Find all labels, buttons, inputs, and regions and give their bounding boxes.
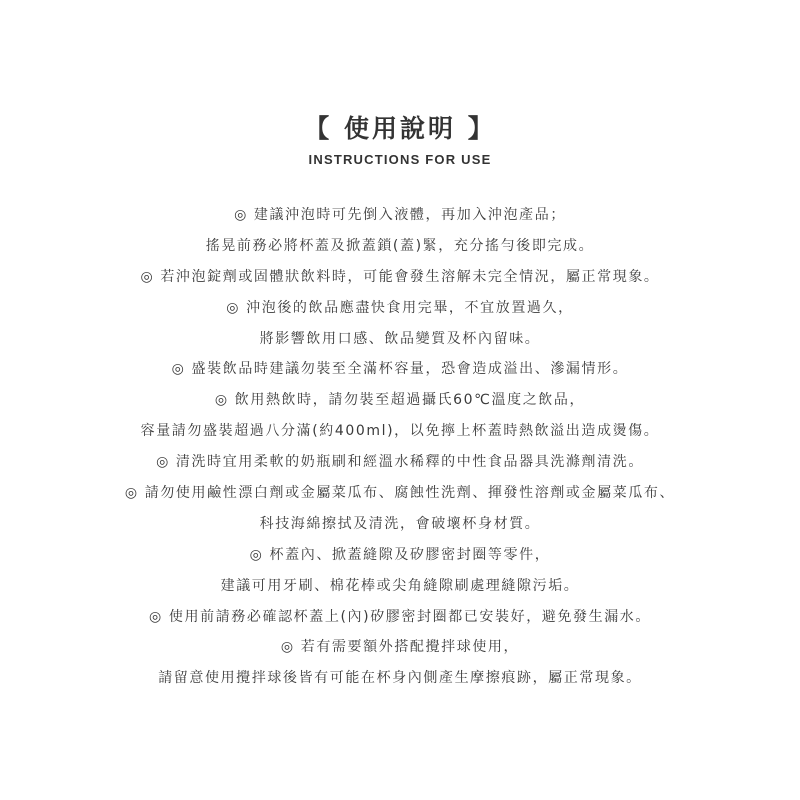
instruction-list bbox=[0, 200, 800, 694]
page-title: 【 使用說明 】 bbox=[304, 114, 496, 143]
instruction-line: ◎ 飲用熱飲時，請勿裝至超過攝氏60℃溫度之飲品， bbox=[214, 392, 586, 409]
instruction-line: 將影響飲用口感、飲品變質及杯內留味。 bbox=[259, 330, 541, 347]
instruction-line: ◎ 杯蓋內、掀蓋縫隙及矽膠密封圈等零件， bbox=[249, 546, 551, 563]
instruction-line: ◎ 若沖泡錠劑或固體狀飲料時，可能會發生溶解未完全情況，屬正常現象。 bbox=[140, 268, 660, 285]
instruction-line: ◎ 若有需要額外搭配攪拌球使用， bbox=[280, 639, 520, 656]
instruction-line: 搖晃前務必將杯蓋及掀蓋鎖(蓋)緊，充分搖勻後即完成。 bbox=[205, 237, 595, 254]
instruction-line: ◎ 沖泡後的飲品應盡快食用完畢，不宜放置過久， bbox=[226, 299, 574, 316]
instruction-line: ◎ 清洗時宜用柔軟的奶瓶刷和經溫水稀釋的中性食品器具洗滌劑清洗。 bbox=[156, 454, 644, 471]
instruction-line: ◎ 盛裝飲品時建議勿裝至全滿杯容量，恐會造成溢出、滲漏情形。 bbox=[171, 361, 629, 378]
instruction-line: 容量請勿盛裝超過八分滿(約400ml)，以免擰上杯蓋時熱飲溢出造成燙傷。 bbox=[140, 423, 660, 440]
instruction-line: 科技海綿擦拭及清洗，會破壞杯身材質。 bbox=[259, 515, 541, 532]
instruction-line: ◎ 建議沖泡時可先倒入液體，再加入沖泡產品； bbox=[234, 207, 566, 223]
instruction-line: 請留意使用攪拌球後皆有可能在杯身內側產生摩擦痕跡，屬正常現象。 bbox=[158, 670, 642, 687]
instruction-line: ◎ 使用前請務必確認杯蓋上(內)矽膠密封圈都已安裝好，避免發生漏水。 bbox=[149, 608, 651, 625]
page-subtitle: INSTRUCTIONS FOR USE bbox=[308, 152, 492, 167]
instruction-line: ◎ 請勿使用鹼性漂白劑或金屬菜瓜布、腐蝕性洗劑、揮發性溶劑或金屬菜瓜布、 bbox=[124, 485, 676, 502]
instruction-line: 建議可用牙刷、棉花棒或尖角縫隙刷處理縫隙污垢。 bbox=[220, 577, 580, 594]
